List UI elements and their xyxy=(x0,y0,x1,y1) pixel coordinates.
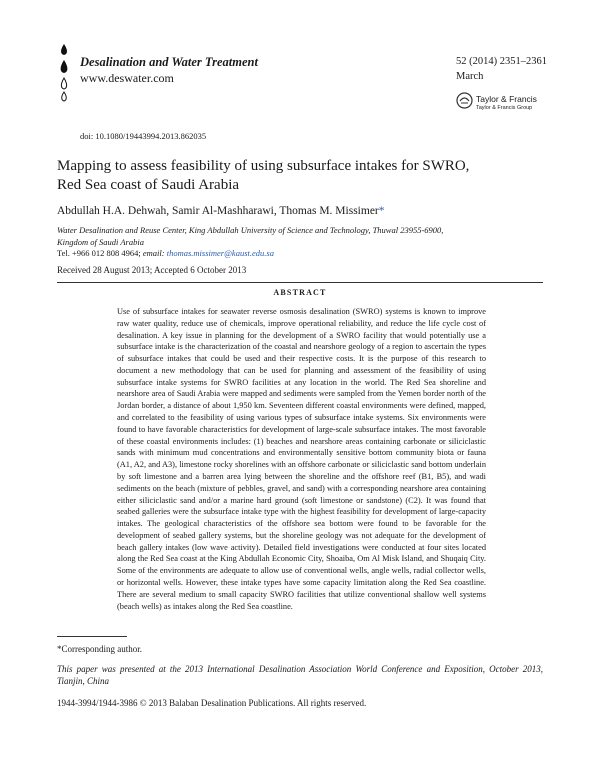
email-link[interactable]: thomas.missimer@kaust.edu.sa xyxy=(166,248,274,258)
publisher-name: Taylor & Francis xyxy=(476,94,537,104)
journal-name: Desalination and Water Treatment xyxy=(80,55,258,69)
volume-pages: 52 (2014) 2351–2361 xyxy=(456,56,547,67)
publisher-logo xyxy=(456,92,566,118)
divider-top xyxy=(57,282,543,283)
journal-url[interactable]: www.deswater.com xyxy=(80,71,174,85)
email-label: email: xyxy=(142,248,165,258)
doi[interactable]: doi: 10.1080/19443994.2013.862035 xyxy=(80,131,207,141)
corresponding-author-note: *Corresponding author. xyxy=(57,644,142,654)
footnote-divider xyxy=(57,636,127,637)
contact-info xyxy=(57,248,274,258)
affiliation-line-1: Water Desalination and Reuse Center, King Abdullah University of Science and Technology, Thuwal 23955-6900, xyxy=(57,225,444,235)
publisher-group: Taylor & Francis Group xyxy=(476,105,533,111)
title-line-1: Mapping to assess feasibility of using subsurface intakes for SWRO, xyxy=(57,158,470,174)
received-accepted: Received 28 August 2013; Accepted 6 October 2013 xyxy=(57,265,247,275)
conference-note: This paper was presented at the 2013 International Desalination Association World Conference and Exposition, October 2013, Tianjin, China xyxy=(57,664,543,686)
article-title xyxy=(57,157,527,195)
authors xyxy=(57,205,385,217)
author-names: Abdullah H.A. Dehwah, Samir Al-Mashharawi, Thomas M. Missimer xyxy=(57,205,379,217)
affiliation xyxy=(57,225,557,248)
water-drop-logo-icon xyxy=(58,44,70,102)
telephone: Tel. +966 012 808 4964; xyxy=(57,248,141,258)
affiliation-line-2: Kingdom of Saudi Arabia xyxy=(57,236,144,247)
issue-month: March xyxy=(456,71,484,82)
corresponding-author-mark[interactable]: * xyxy=(378,205,385,217)
abstract-text: Use of subsurface intakes for seawater reverse osmosis desalination (SWRO) systems is known to improve raw water quality, reduce use of chemicals, improve operational reliability, and reduce the life cycle cost of desalination. A key issue in planning for the development of a SWRO facility that would potentially use a subsurface intake is the characterization of the coastal and nearshore geology of a region to ascertain the types of subsurface intakes that could be used and their respective costs. It is the purpose of this research to document a new methodology that can be used for planning and assessment of the feasibility of using subsurface intake systems for SWRO facilities at any location in the world. The Red Sea shoreline and nearshore area of Saudi Arabia were mapped and sediments were sampled from the Yemen border north of the Jordan border, a distance of about 1,950 km. Seventeen different coastal environments were defined, mapped, and correlated to the feasibility of using various types of subsurface intake systems. Six environments were found to have favorable characteristics for development of large-scale subsurface intakes. The most favorable of these coastal environments includes: (1) beaches and nearshore areas containing carbonate or siliciclastic sands with minimum mud concentrations and environmentally sensitive bottom community biota or fauna (A1, A2, and A3), limestone rocky shorelines with an offshore carbonate or siliciclastic sand bottom underlain by soft limestone and a barren area lying between the shoreline and the offshore reef (B1, B5), and wadi sediments on the beach (mixture of pebbles, gravel, and sand) with a corresponding nearshore area containing either siliciclastic sand and/or a marine hard ground (soft limestone or sandstone) (C2). It was found that seabed galleries were the subsurface intake type with the highest feasibility for development of large-capacity intakes. The geological characteristics of the offshore sea bottom were found to be favorable for the development of seabed gallery systems, but the shoreline geology was not adequate for the development of beach gallery intakes (low wave activity). Detailed field investigations were conducted at four sites located along the Red Sea coast at the King Abdullah Economic City, Shoaiba, Om Al Misk Island, and Shuqaiq City. Some of the environments are adequate to allow use of conventional wells, angle wells, radial collector wells, or horizontal wells. However, these intake types have some capacity limitation along the Red Sea coastline. There are several medium to small capacity SWRO facilities that utilize conventional shallow well systems (beach wells) as intakes along the Red Sea coastline. xyxy=(117,307,486,611)
copyright-line: 1944-3994/1944-3986 © 2013 Balaban Desalination Publications. All rights reserved. xyxy=(57,698,367,708)
title-line-2: Red Sea coast of Saudi Arabia xyxy=(57,177,240,193)
taylor-francis-logo-icon xyxy=(456,92,473,114)
abstract-heading: ABSTRACT xyxy=(273,288,327,297)
